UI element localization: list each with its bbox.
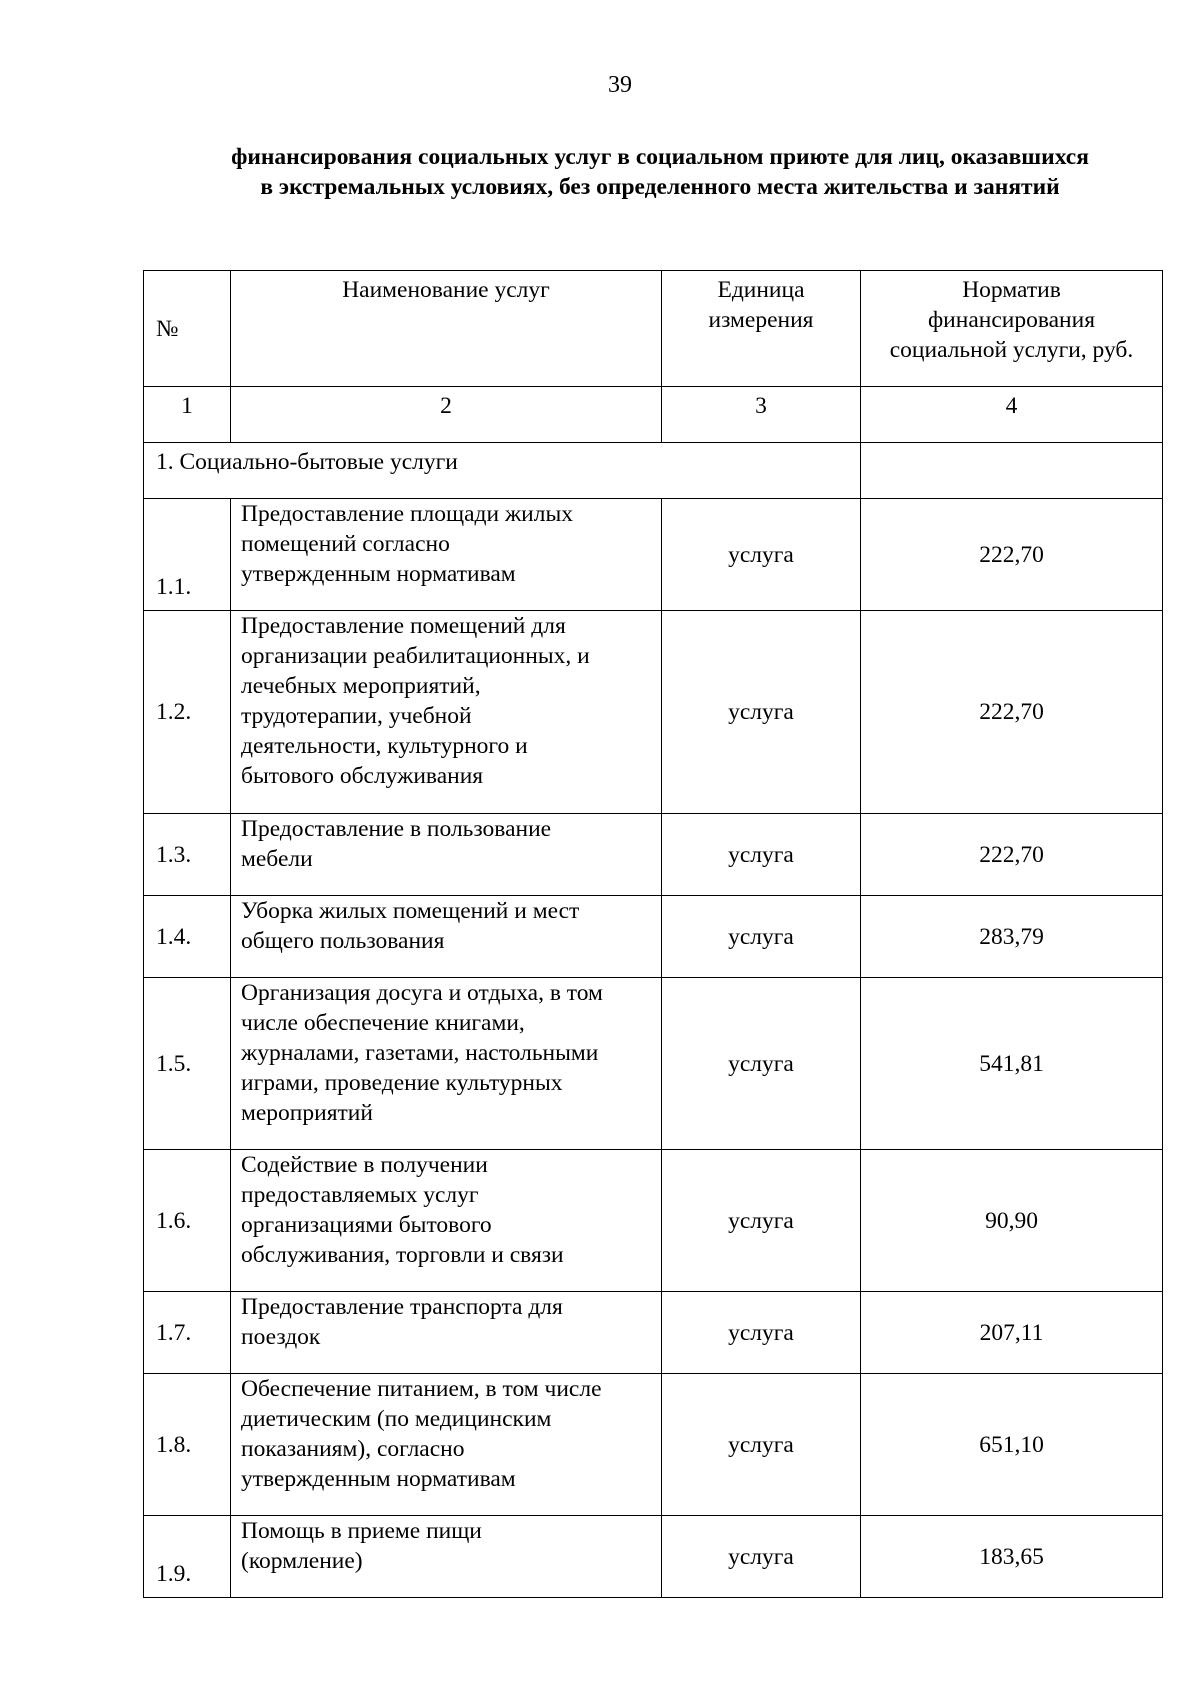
service-name-line: деятельности, культурного и <box>241 733 528 759</box>
service-name-line: Обеспечение питанием, в том числе <box>241 1376 602 1402</box>
service-name-line: Помощь в приеме пищи <box>241 1518 482 1544</box>
service-name-line: Предоставление площади жилых <box>241 501 574 527</box>
row-number: 1.2. <box>144 611 231 814</box>
norm-value: 541,81 <box>861 978 1163 1150</box>
table-row <box>144 499 1163 611</box>
unit-cell: услуга <box>662 1516 861 1598</box>
service-name <box>231 611 662 814</box>
section-empty-cell <box>861 443 1163 499</box>
service-name-line: журналами, газетами, настольными <box>241 1040 599 1066</box>
service-name-line: общего пользования <box>241 928 445 954</box>
service-name <box>231 499 662 611</box>
row-number: 1.7. <box>144 1292 231 1374</box>
norm-value: 222,70 <box>861 814 1163 896</box>
header-norm-line: финансирования <box>927 307 1096 333</box>
service-name <box>231 1516 662 1598</box>
table-row <box>144 611 1163 814</box>
service-name-line: помещений согласно <box>241 531 450 557</box>
column-index: 3 <box>662 387 861 443</box>
column-index: 2 <box>231 387 662 443</box>
service-name-line: Организация досуга и отдыха, в том <box>241 980 603 1006</box>
row-number: 1.8. <box>144 1374 231 1516</box>
service-name-line: Содействие в получении <box>241 1152 488 1178</box>
header-norm-line: Норматив <box>962 277 1061 303</box>
service-name-line: мероприятий <box>241 1100 373 1126</box>
service-name-line: диетическим (по медицинским <box>241 1406 552 1432</box>
unit-cell: услуга <box>662 1292 861 1374</box>
row-number: 1.6. <box>144 1150 231 1292</box>
service-name-line: показаниям), согласно <box>241 1436 465 1462</box>
service-name-line: предоставляемых услуг <box>241 1182 479 1208</box>
norm-value: 90,90 <box>861 1150 1163 1292</box>
header-norm-line: социальной услуги, руб. <box>889 337 1134 363</box>
table-row <box>144 1374 1163 1516</box>
service-name <box>231 1292 662 1374</box>
norm-value: 207,11 <box>861 1292 1163 1374</box>
unit-cell: услуга <box>662 978 861 1150</box>
service-name-line: поездок <box>241 1324 321 1350</box>
heading-line-2: в экстремальных условиях, без определенного места жительства и занятий <box>260 174 1060 200</box>
service-name-line: бытового обслуживания <box>241 763 484 789</box>
table-row <box>144 1292 1163 1374</box>
section-row <box>144 443 1163 499</box>
row-number: 1.5. <box>144 978 231 1150</box>
financing-norms-table <box>143 270 1163 1598</box>
document-heading <box>160 142 1160 202</box>
column-index-row <box>144 387 1163 443</box>
service-name-line: трудотерапии, учебной <box>241 703 472 729</box>
service-name-line: утвержденным нормативам <box>241 1466 516 1492</box>
unit-cell: услуга <box>662 611 861 814</box>
unit-cell: услуга <box>662 1374 861 1516</box>
row-number: 1.9. <box>144 1516 231 1598</box>
unit-cell: услуга <box>662 1150 861 1292</box>
header-norm <box>861 271 1163 387</box>
table-row <box>144 978 1163 1150</box>
header-number: № <box>144 271 231 387</box>
service-name <box>231 1150 662 1292</box>
header-service-name: Наименование услуг <box>231 271 662 387</box>
service-name-line: числе обеспечение книгами, <box>241 1010 525 1036</box>
table-row <box>144 896 1163 978</box>
service-name <box>231 1374 662 1516</box>
column-index: 1 <box>144 387 231 443</box>
unit-cell: услуга <box>662 896 861 978</box>
norm-value: 222,70 <box>861 611 1163 814</box>
heading-line-1: финансирования социальных услуг в социальном приюте для лиц, оказавшихся <box>231 144 1089 170</box>
norm-value: 183,65 <box>861 1516 1163 1598</box>
header-unit-line: измерения <box>708 307 814 333</box>
service-name <box>231 814 662 896</box>
section-title: 1. Социально-бытовые услуги <box>144 443 861 499</box>
page-number: 39 <box>608 72 632 98</box>
service-name-line: Предоставление в пользование <box>241 816 552 842</box>
service-name-line: организации реабилитационных, и <box>241 643 590 669</box>
norm-value: 651,10 <box>861 1374 1163 1516</box>
service-name-line: мебели <box>241 846 313 872</box>
table-row <box>144 1150 1163 1292</box>
service-name <box>231 896 662 978</box>
service-name-line: лечебных мероприятий, <box>241 673 481 699</box>
service-name-line: Предоставление транспорта для <box>241 1294 563 1320</box>
service-name-line: играми, проведение культурных <box>241 1070 563 1096</box>
service-name-line: утвержденным нормативам <box>241 561 516 587</box>
header-unit <box>662 271 861 387</box>
service-name-line: Уборка жилых помещений и мест <box>241 898 580 924</box>
table-row <box>144 814 1163 896</box>
row-number: 1.4. <box>144 896 231 978</box>
service-name-line: Предоставление помещений для <box>241 613 566 639</box>
row-number: 1.1. <box>144 499 231 611</box>
column-index: 4 <box>861 387 1163 443</box>
norm-value: 222,70 <box>861 499 1163 611</box>
unit-cell: услуга <box>662 499 861 611</box>
service-name-line: организациями бытового <box>241 1212 492 1238</box>
table-row <box>144 1516 1163 1598</box>
table-header-row <box>144 271 1163 387</box>
row-number: 1.3. <box>144 814 231 896</box>
service-name-line: (кормление) <box>241 1548 363 1574</box>
service-name-line: обслуживания, торговли и связи <box>241 1242 564 1268</box>
unit-cell: услуга <box>662 814 861 896</box>
header-unit-line: Единица <box>717 277 805 303</box>
service-name <box>231 978 662 1150</box>
norm-value: 283,79 <box>861 896 1163 978</box>
